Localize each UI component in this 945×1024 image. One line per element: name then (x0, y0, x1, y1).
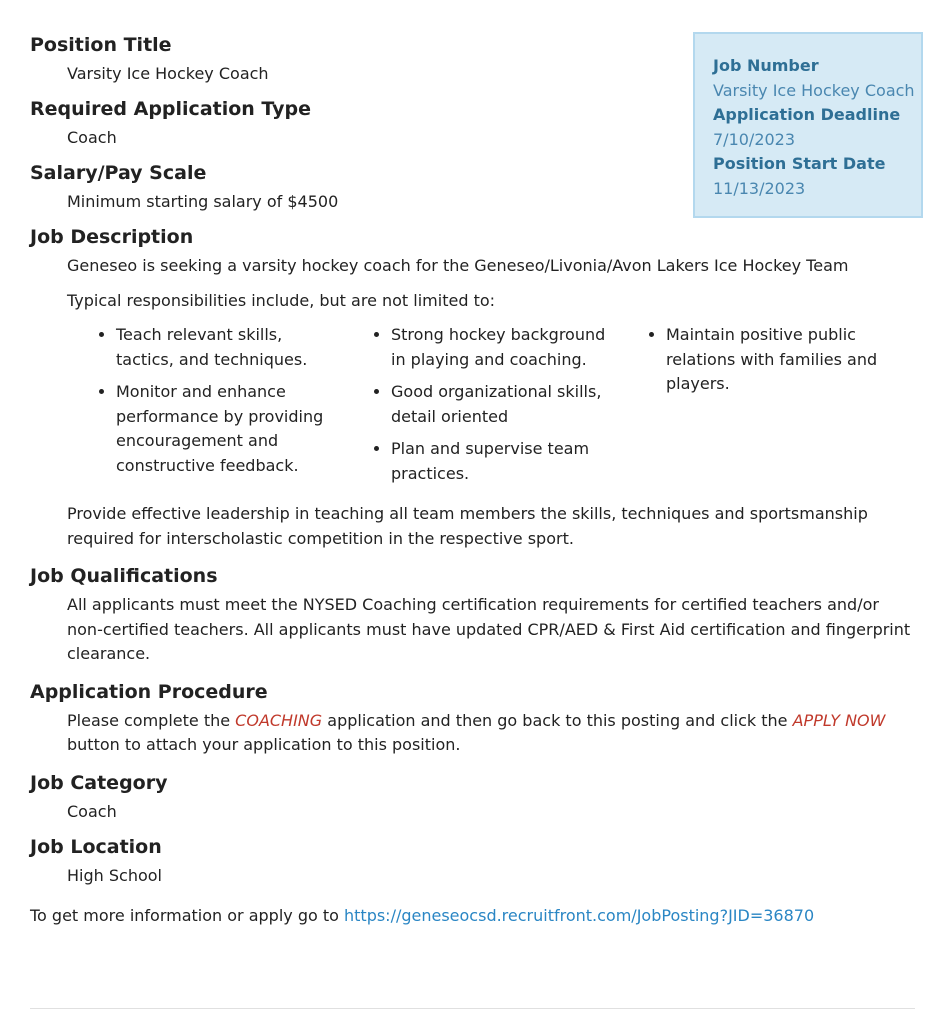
procedure-text-part: button to attach your application to this position. (67, 735, 461, 754)
deadline-label: Application Deadline (713, 105, 901, 124)
divider (30, 1008, 915, 1009)
job-description-label: Job Description (30, 226, 194, 248)
more-info (30, 904, 915, 928)
category-label: Job Category (30, 771, 168, 794)
job-posting-link[interactable]: https://geneseocsd.recruitfront.com/JobPosting?JID=36870 (344, 905, 815, 925)
application-type-value: Coach (67, 128, 117, 147)
coaching-link[interactable]: COACHING (235, 710, 323, 730)
job-summary-box (693, 32, 923, 218)
procedure-label: Application Procedure (30, 680, 268, 703)
list-item: • Strong hockey background in playing and coaching. (391, 323, 617, 372)
list-item: • Teach relevant skills, tactics, and techniques. (116, 323, 342, 372)
start-date-value: 11/13/2023 (713, 178, 806, 198)
qualifications-label: Job Qualifications (30, 565, 218, 587)
list-item: • Plan and supervise team practices. (391, 437, 617, 486)
job-description-section (30, 222, 915, 551)
responsibilities-intro: Typical responsibilities include, but are not limited to: (67, 290, 496, 310)
qualifications-value: All applicants must meet the NYSED Coaching certification requirements for certified teachers and/or non-certified teachers. All applicants must have updated CPR/AED & First Aid certification and fingerprint clearance. (67, 595, 911, 663)
list-item: • Good organizational skills, detail oriented (391, 380, 617, 429)
responsibilities-columns (67, 323, 915, 494)
list-item: • Maintain positive public relations with families and players. (666, 323, 892, 397)
responsibilities-col-3 (617, 323, 892, 494)
location-section (30, 832, 915, 894)
category-section (30, 768, 915, 830)
job-description-intro: Geneseo is seeking a varsity hockey coach for the Geneseo/Livonia/Avon Lakers Ice Hockey Team (67, 256, 849, 275)
responsibilities-col-1 (67, 323, 342, 494)
procedure-text-part: application and then go back to this posting and click the (322, 710, 793, 730)
position-title-label: Position Title (30, 34, 172, 56)
start-date-label: Position Start Date (713, 154, 886, 173)
more-info-text: To get more information or apply go to (30, 905, 344, 925)
job-number-label: Job Number (713, 56, 819, 75)
apply-now-link[interactable]: APPLY NOW (792, 710, 886, 730)
position-title-value: Varsity Ice Hockey Coach (67, 64, 269, 83)
procedure-text-part: Please complete the (67, 710, 236, 730)
responsibilities-col-2 (342, 323, 617, 494)
qualifications-section (30, 561, 915, 667)
job-description-closing: Provide effective leadership in teaching all team members the skills, techniques and sportsmanship required for interscholastic competition in the respective sport. (67, 504, 868, 548)
location-label: Job Location (30, 835, 162, 858)
salary-label: Salary/Pay Scale (30, 162, 207, 184)
salary-value: Minimum starting salary of $4500 (67, 192, 339, 211)
job-number-value: Varsity Ice Hockey Coach (713, 80, 915, 100)
location-value: High School (67, 865, 162, 885)
list-item: • Monitor and enhance performance by providing encouragement and constructive feedback. (116, 380, 342, 478)
category-value: Coach (67, 801, 117, 821)
application-type-label: Required Application Type (30, 98, 312, 120)
procedure-section (30, 677, 915, 758)
procedure-text (67, 709, 915, 758)
deadline-value: 7/10/2023 (713, 129, 796, 149)
